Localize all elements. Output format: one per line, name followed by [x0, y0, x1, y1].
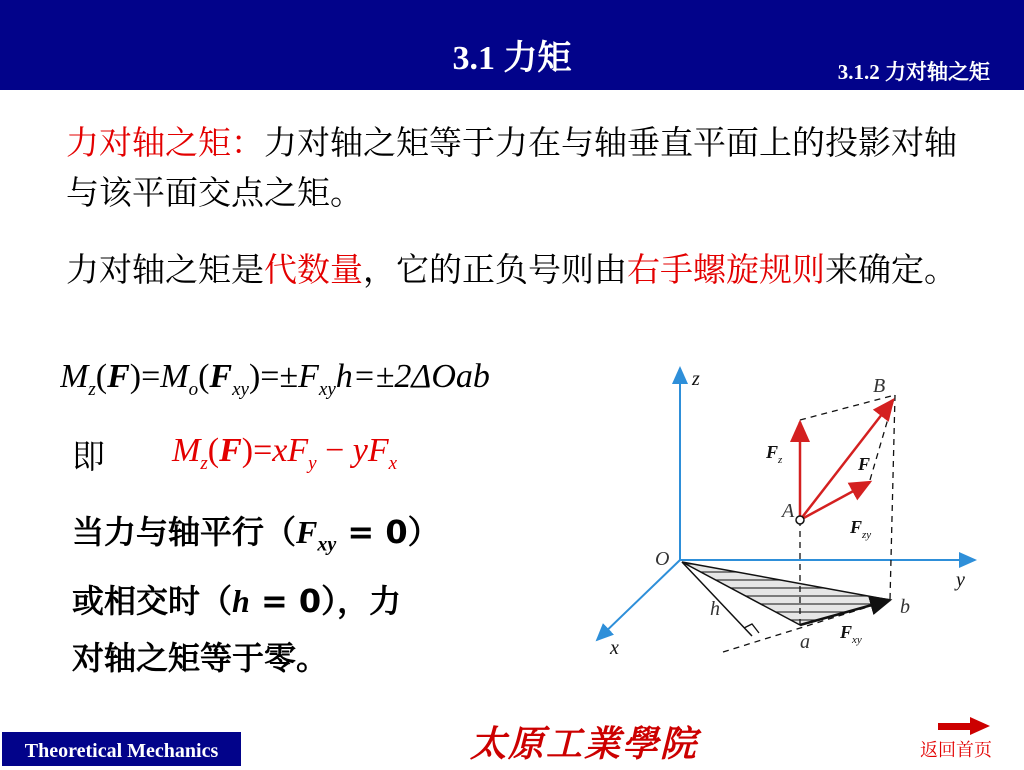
- label-point-B: B: [873, 375, 886, 397]
- sign-rule-text-1: 力对轴之矩是: [66, 250, 264, 289]
- moment-formula: $M_z(F)=M_o(F_{xy})=\pm F_{xy}h=\pm 2\Delta Oab$: [60, 358, 490, 400]
- formula-operator: )=±: [248, 358, 299, 395]
- dashed-line: [870, 395, 895, 480]
- note-subscript: xy: [317, 533, 337, 556]
- label-F: F: [858, 454, 871, 474]
- formula-subscript: xy: [318, 378, 336, 400]
- section-subtitle: 3.1.2 力对轴之矩: [837, 60, 990, 84]
- note-line-1: [72, 504, 492, 573]
- note-text: 或相交时（: [72, 582, 233, 621]
- definition-text: 力对轴之矩等于力在与轴垂直平面上的投影对轴与该平面交点之矩。: [66, 123, 957, 212]
- formula-prefix: 即: [72, 437, 105, 476]
- formula-symbol: x: [272, 432, 288, 469]
- sign-rule-paragraph: [66, 245, 981, 295]
- note-text: = 0）: [336, 513, 440, 551]
- return-home-link[interactable]: 返回首页: [920, 740, 992, 761]
- course-title-badge: Theoretical Mechanics: [0, 730, 243, 768]
- formula-symbol: M: [60, 358, 89, 395]
- page-title: 3.1 力矩: [452, 40, 572, 77]
- label-point-a: a: [800, 631, 810, 653]
- right-hand-rule: 右手螺旋规则: [627, 250, 825, 289]
- note-text: = 0），力: [249, 582, 402, 621]
- label-point-b: b: [900, 596, 910, 618]
- moment-about-axis-figure: [570, 355, 990, 700]
- x-axis: [597, 560, 680, 640]
- label-Fzy: $F_{zy}$: [850, 517, 872, 541]
- moment-component-formula: $M_z(F)=xF_y - yF_x$: [172, 432, 398, 474]
- formula-subscript: xy: [232, 378, 249, 400]
- formula-subscript: z: [200, 452, 208, 474]
- note-symbol: F: [296, 514, 318, 550]
- formula-symbol: F: [287, 432, 309, 469]
- label-h: h: [710, 598, 720, 620]
- formula-subscript: x: [388, 452, 398, 474]
- dashed-line: [890, 395, 895, 600]
- sign-rule-text-3: 来确定。: [825, 250, 957, 289]
- axis-label-x: x: [610, 637, 619, 659]
- note-line-3: 对轴之矩等于零。: [72, 639, 329, 678]
- f-arrow: [800, 400, 893, 520]
- definition-paragraph: [66, 118, 981, 218]
- right-angle-mark: [744, 624, 759, 633]
- note-text: 当力与轴平行（: [72, 513, 297, 551]
- formula-symbol: y: [352, 432, 368, 469]
- note-symbol: h: [232, 583, 250, 620]
- label-point-A: A: [782, 500, 795, 522]
- fzy-arrow: [800, 482, 870, 520]
- institution-logo: 太原工業學院: [470, 723, 699, 765]
- formula-operator: )=: [129, 358, 161, 395]
- axis-label-y: y: [956, 569, 965, 591]
- formula-symbol: F: [209, 358, 233, 395]
- formula-subscript: z: [88, 378, 96, 400]
- formula-subscript: y: [308, 452, 317, 474]
- formula-operator: −: [316, 432, 353, 469]
- return-arrow-icon[interactable]: [936, 716, 992, 736]
- formula-symbol: M: [172, 432, 201, 469]
- label-Fz: $F_z$: [766, 442, 783, 466]
- formula-operator: )=: [241, 432, 273, 469]
- label-Fxy: $F_{xy}$: [840, 622, 862, 646]
- zero-moment-note: [72, 504, 492, 687]
- note-line-2: [72, 573, 492, 630]
- formula-symbol: F: [298, 358, 319, 395]
- formula-symbol: h=±2ΔOab: [335, 358, 490, 395]
- formula-symbol: F: [219, 432, 242, 469]
- formula-symbol: F: [367, 432, 389, 469]
- axis-label-z: z: [692, 368, 700, 390]
- sign-rule-text-2: ，它的正负号则由: [363, 250, 627, 289]
- formula-symbol: F: [107, 358, 130, 395]
- formula-symbol: M: [160, 358, 189, 395]
- point-a-dot: [796, 516, 804, 524]
- definition-term: 力对轴之矩：: [66, 123, 264, 162]
- algebraic-quantity: 代数量: [264, 250, 363, 289]
- formula-subscript: o: [188, 378, 199, 400]
- label-origin: O: [655, 548, 670, 570]
